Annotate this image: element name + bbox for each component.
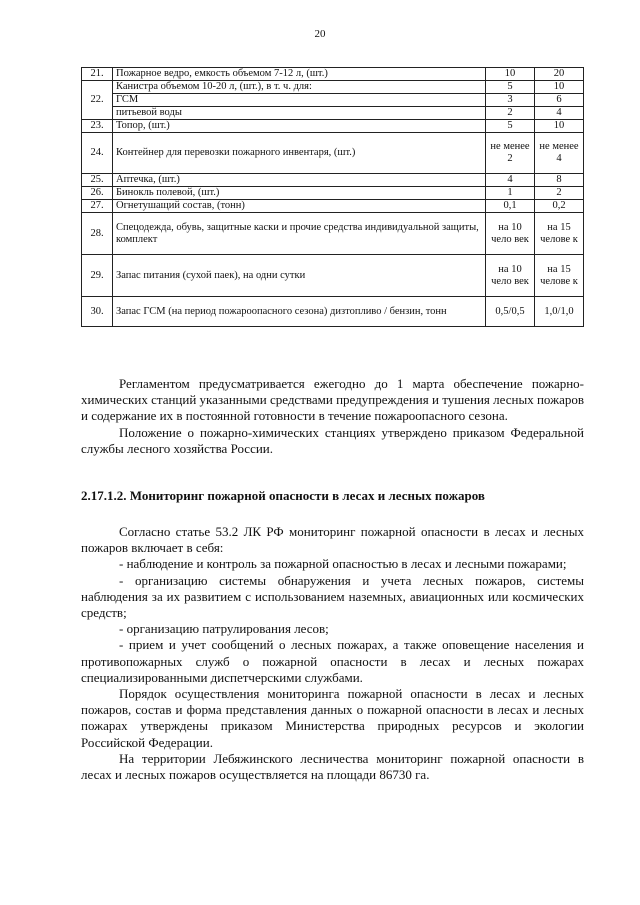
table-row — [82, 107, 584, 120]
paragraph: Положение о пожарно-химических станциях утверждено приказом Федеральной службы лесного хозяйства России. — [81, 424, 584, 456]
value-norm-2: 10 — [535, 81, 584, 94]
value-norm-2: на 15 челове к — [535, 213, 584, 255]
paragraph: - организацию системы обнаружения и учета лесных пожаров, системы наблюдения за их развитием с использованием наземных, авиационных или космических средств; — [81, 572, 584, 621]
value-norm-1: на 10 чело век — [486, 255, 535, 297]
value-norm-2: 4 — [535, 107, 584, 120]
item-description: Пожарное ведро, емкость объемом 7-12 л, (шт.) — [113, 68, 486, 81]
item-description: питьевой воды — [113, 107, 486, 120]
row-number: 21. — [82, 68, 113, 81]
value-norm-1: 5 — [486, 120, 535, 133]
table-row — [82, 94, 584, 107]
value-norm-2: не менее 4 — [535, 133, 584, 174]
table-row — [82, 120, 584, 133]
value-norm-2: 8 — [535, 174, 584, 187]
paragraph: - прием и учет сообщений о лесных пожарах, а также оповещение населения и противопожарных служб о пожарной опасности в лесах и лесных пожарах специализированными диспетчерскими службами. — [81, 637, 584, 685]
value-norm-1: на 10 чело век — [486, 213, 535, 255]
item-description: Аптечка, (шт.) — [113, 174, 486, 187]
equipment-table — [81, 67, 584, 327]
table-row — [82, 174, 584, 187]
item-description: ГСМ — [113, 94, 486, 107]
item-description: Огнетушащий состав, (тонн) — [113, 200, 486, 213]
item-description: Запас ГСМ (на период пожароопасного сезона) дизтопливо / бензин, тонн — [113, 297, 486, 327]
row-number: 30. — [82, 297, 113, 327]
value-norm-1: не менее 2 — [486, 133, 535, 174]
row-number: 29. — [82, 255, 113, 297]
page-number: 20 — [314, 28, 326, 40]
table-row — [82, 81, 584, 94]
monitoring-text — [81, 524, 584, 783]
value-norm-1: 3 — [486, 94, 535, 107]
row-number: 22. — [82, 81, 113, 120]
table-row — [82, 200, 584, 213]
value-norm-1: 0,1 — [486, 200, 535, 213]
value-norm-1: 0,5/0,5 — [486, 297, 535, 327]
table-row — [82, 255, 584, 297]
section-heading: 2.17.1.2. Мониторинг пожарной опасности в лесах и лесных пожаров — [81, 488, 485, 503]
item-description: Канистра объемом 10-20 л, (шт.), в т. ч. для: — [113, 81, 486, 94]
row-number: 24. — [82, 133, 113, 174]
row-number: 23. — [82, 120, 113, 133]
table-row — [82, 213, 584, 255]
value-norm-1: 5 — [486, 81, 535, 94]
item-description: Спецодежда, обувь, защитные каски и прочие средства индивидуальной защиты, комплект — [113, 213, 486, 255]
value-norm-2: 2 — [535, 187, 584, 200]
item-description: Топор, (шт.) — [113, 120, 486, 133]
value-norm-1: 2 — [486, 107, 535, 120]
item-description: Контейнер для перевозки пожарного инвентаря, (шт.) — [113, 133, 486, 174]
regulation-text — [81, 376, 584, 457]
row-number: 28. — [82, 213, 113, 255]
table-row — [82, 68, 584, 81]
row-number: 25. — [82, 174, 113, 187]
value-norm-1: 4 — [486, 174, 535, 187]
table-row — [82, 297, 584, 327]
value-norm-2: 10 — [535, 120, 584, 133]
paragraph: Регламентом предусматривается ежегодно до 1 марта обеспечение пожарно-химических станций указанными средствами предупреждения и тушения лесных пожаров и содержание их в постоянной готовности в течение пожароопасного сезона. — [81, 376, 584, 424]
value-norm-1: 1 — [486, 187, 535, 200]
paragraph: Согласно статье 53.2 ЛК РФ мониторинг пожарной опасности в лесах и лесных пожаров включает в себя: — [81, 524, 584, 556]
value-norm-2: 20 — [535, 68, 584, 81]
item-description: Запас питания (сухой паек), на одни сутки — [113, 255, 486, 297]
value-norm-2: на 15 челове к — [535, 255, 584, 297]
value-norm-2: 6 — [535, 94, 584, 107]
row-number: 26. — [82, 187, 113, 200]
paragraph: Порядок осуществления мониторинга пожарной опасности в лесах и лесных пожаров, состав и форма представления данных о пожарной опасности в лесах и лесных пожарах утверждены приказом Министерства природных ресурсов и экологии Российской Федерации. — [81, 686, 584, 750]
paragraph: - организацию патрулирования лесов; — [119, 621, 329, 637]
value-norm-1: 10 — [486, 68, 535, 81]
row-number: 27. — [82, 200, 113, 213]
item-description: Бинокль полевой, (шт.) — [113, 187, 486, 200]
paragraph: - наблюдение и контроль за пожарной опасностью в лесах и лесными пожарами; — [119, 556, 567, 572]
value-norm-2: 0,2 — [535, 200, 584, 213]
paragraph: На территории Лебяжинского лесничества мониторинг пожарной опасности в лесах и лесных пожаров осуществляется на площади 86730 га. — [81, 750, 584, 783]
table-row — [82, 133, 584, 174]
value-norm-2: 1,0/1,0 — [535, 297, 584, 327]
table-row — [82, 187, 584, 200]
